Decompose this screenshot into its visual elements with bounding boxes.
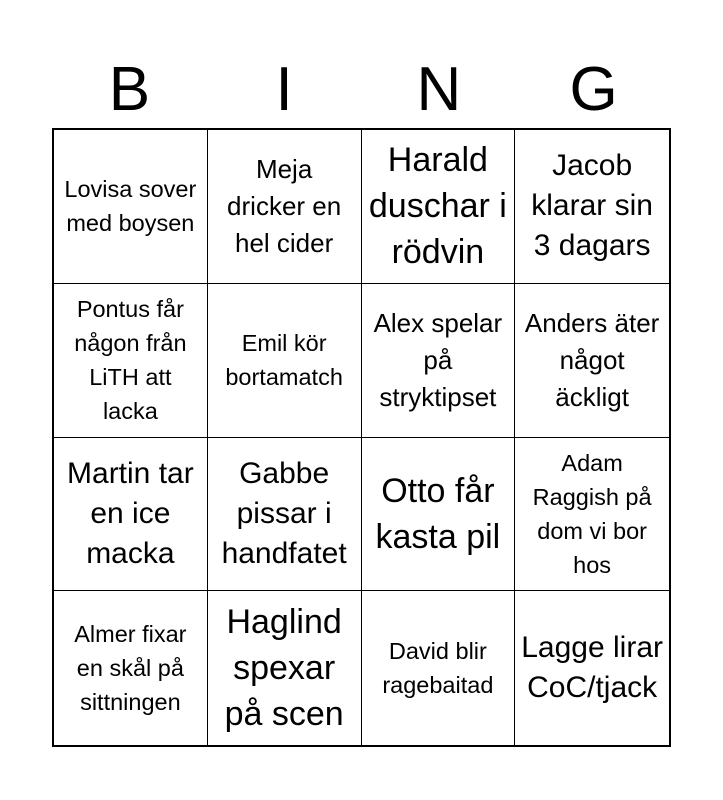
bingo-cell-text: Anders äter något äckligt: [524, 307, 660, 412]
bingo-cell-r3-c1[interactable]: [208, 591, 362, 745]
bingo-cell-r0-c3[interactable]: [515, 130, 669, 284]
bingo-cell-text: Martin tar en ice macka: [67, 456, 194, 570]
bingo-cell-r1-c1[interactable]: [208, 284, 362, 438]
bingo-cell-text: Haglind spexar på scen: [224, 603, 344, 734]
header-letter-b: B: [108, 55, 151, 124]
header-letter-i: I: [275, 55, 293, 124]
bingo-cell-r2-c2[interactable]: [362, 438, 516, 592]
header-letter-g: G: [569, 55, 618, 124]
bingo-cell-r1-c3[interactable]: [515, 284, 669, 438]
bingo-cell-text: Alex spelar på stryktipset: [373, 307, 503, 412]
bingo-header: [52, 52, 671, 128]
bingo-cell-text: Otto får kasta pil: [375, 471, 501, 556]
bingo-cell-text: Pontus får någon från LiTH att lacka: [74, 296, 187, 425]
bingo-cell-text: Emil kör bortamatch: [225, 330, 343, 391]
bingo-cell-text: Gabbe pissar i handfatet: [221, 456, 347, 570]
bingo-cell-r2-c0[interactable]: [54, 438, 208, 592]
bingo-cell-text: Meja dricker en hel cider: [227, 153, 342, 258]
bingo-cell-r1-c2[interactable]: [362, 284, 516, 438]
bingo-cell-text: David blir ragebaitad: [382, 638, 494, 699]
bingo-cell-r3-c2[interactable]: [362, 591, 516, 745]
bingo-cell-r0-c0[interactable]: [54, 130, 208, 284]
bingo-cell-r1-c0[interactable]: [54, 284, 208, 438]
bingo-cell-r0-c1[interactable]: [208, 130, 362, 284]
bingo-cell-text: Harald duschar i rödvin: [368, 141, 507, 272]
bingo-cell-text: Jacob klarar sin 3 dagars: [531, 149, 653, 263]
bingo-cell-text: Almer fixar en skål på sittningen: [74, 621, 187, 716]
bingo-cell-text: Lagge lirar CoC/tjack: [521, 631, 664, 705]
bingo-cell-r3-c3[interactable]: [515, 591, 669, 745]
header-letter-n: N: [416, 55, 462, 124]
bingo-cell-r2-c1[interactable]: [208, 438, 362, 592]
bingo-cell-r2-c3[interactable]: [515, 438, 669, 592]
bingo-cell-text: Lovisa sover med boysen: [64, 176, 197, 237]
bingo-cell-r0-c2[interactable]: [362, 130, 516, 284]
bingo-cell-text: Adam Raggish på dom vi bor hos: [532, 449, 652, 578]
bingo-cell-r3-c0[interactable]: [54, 591, 208, 745]
bingo-board: [52, 128, 671, 747]
